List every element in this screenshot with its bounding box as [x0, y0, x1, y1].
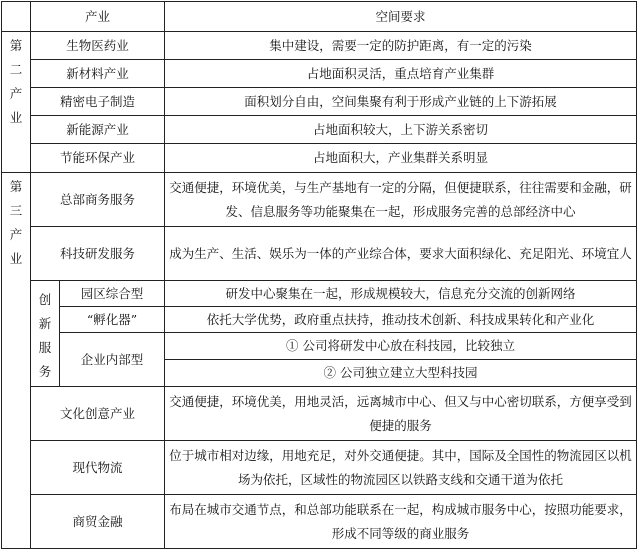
table-row — [2, 307, 637, 333]
industry-name: 新材料产业 — [31, 60, 165, 88]
space-requirement: 占地面积灵活，重点培育产业集群 — [165, 60, 637, 88]
table-row — [2, 144, 637, 173]
secondary-industry-label: 第 二 产 业 — [2, 32, 31, 173]
space-requirement: 研发中心聚集在一起，形成规模较大，信息充分交流的创新网络 — [165, 281, 637, 307]
innovation-type: 园区综合型 — [60, 281, 165, 307]
header-blank — [2, 2, 31, 32]
space-requirement: 集中建设，需要一定的防护距离，有一定的污染 — [165, 32, 637, 60]
table-row — [2, 88, 637, 116]
space-requirement: 位于城市相对边缘，用地充足，对外交通便捷。其中，国际及全国性的物流园区以机场为依托，区域性的物流园区以铁路支线和交通干道为依托 — [165, 441, 637, 495]
space-requirement: 布局在城市交通节点，和总部功能联系在一起，构成城市服务中心，按照功能要求，形成不同等级的商业服务 — [165, 495, 637, 549]
innovation-services-label: 创 新 服 务 — [31, 281, 60, 387]
space-requirement: 交通便捷，环境优美，用地灵活，远离城市中心、但又与中心密切联系，方便享受到便捷的服务 — [165, 387, 637, 441]
space-requirement: 占地面积大，产业集群关系明显 — [165, 144, 637, 173]
table-row — [2, 116, 637, 144]
industry-name: 现代物流 — [31, 441, 165, 495]
industry-name: 科技研发服务 — [31, 227, 165, 281]
industry-name: 商贸金融 — [31, 495, 165, 549]
table-row — [2, 173, 637, 227]
header-industry: 产业 — [31, 2, 165, 32]
industry-name: 文化创意产业 — [31, 387, 165, 441]
table-row — [2, 281, 637, 307]
innovation-type: “孵化器” — [60, 307, 165, 333]
industry-name: 节能环保产业 — [31, 144, 165, 173]
innovation-type: 企业内部型 — [60, 333, 165, 387]
space-requirement: 成为生产、生活、娱乐为一体的产业综合体，要求大面积绿化、充足阳光、环境宜人 — [165, 227, 637, 281]
space-requirement: 面积划分自由，空间集聚有利于形成产业链的上下游拓展 — [165, 88, 637, 116]
industry-name: 精密电子制造 — [31, 88, 165, 116]
industry-space-table — [1, 1, 637, 549]
table-row — [2, 32, 637, 60]
industry-name: 总部商务服务 — [31, 173, 165, 227]
space-requirement: ① 公司将研发中心放在科技园，比较独立 — [165, 333, 637, 360]
table-row — [2, 441, 637, 495]
table-row — [2, 333, 637, 360]
industry-name: 新能源产业 — [31, 116, 165, 144]
industry-name: 生物医药业 — [31, 32, 165, 60]
table-row — [2, 227, 637, 281]
space-requirement: ② 公司独立建立大型科技园 — [165, 360, 637, 387]
table-row — [2, 387, 637, 441]
space-requirement: 占地面积较大，上下游关系密切 — [165, 116, 637, 144]
tertiary-industry-label: 第 三 产 业 — [2, 173, 31, 549]
table-row — [2, 495, 637, 549]
space-requirement: 交通便捷，环境优美，与生产基地有一定的分隔，但便捷联系，往往需要和金融，研发、信息服务等功能聚集在一起，形成服务完善的总部经济中心 — [165, 173, 637, 227]
header-row — [2, 2, 637, 32]
table-row — [2, 60, 637, 88]
space-requirement: 依托大学优势，政府重点扶持，推动技术创新、科技成果转化和产业化 — [165, 307, 637, 333]
header-space: 空间要求 — [165, 2, 637, 32]
